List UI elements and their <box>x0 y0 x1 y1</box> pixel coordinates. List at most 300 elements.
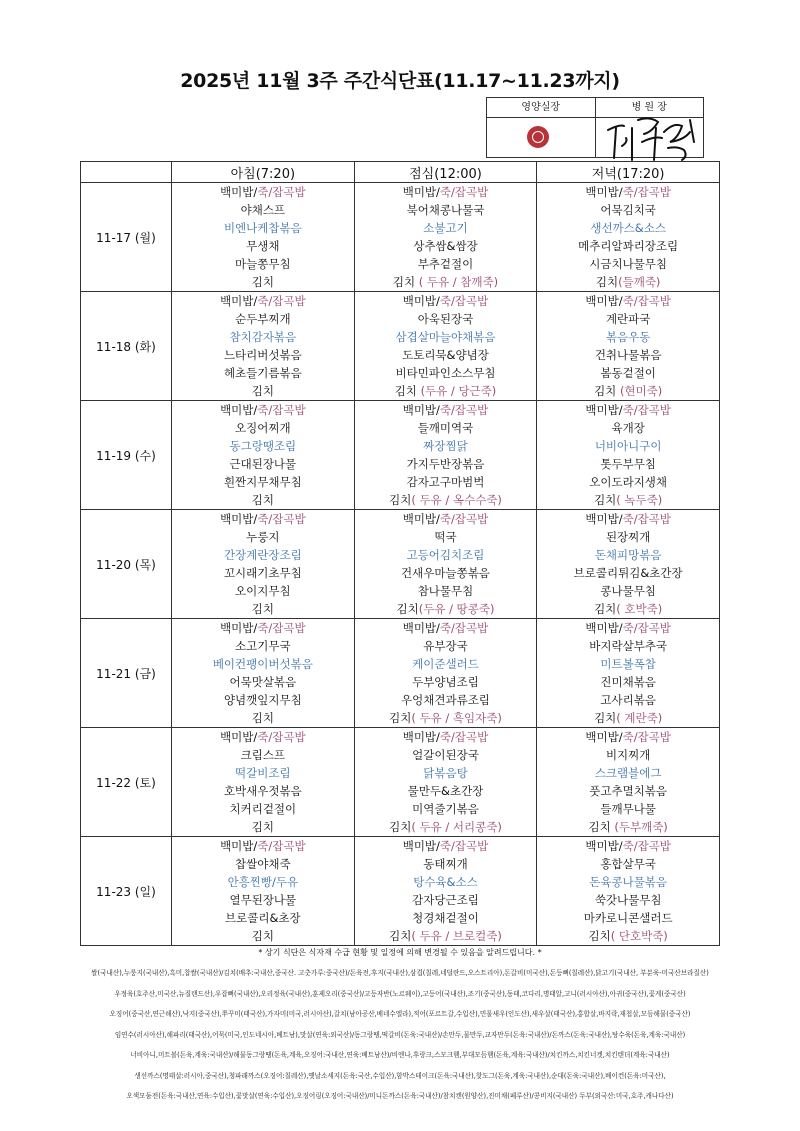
menu-item <box>355 818 537 836</box>
day-row <box>81 183 720 292</box>
menu-item <box>172 401 354 419</box>
menu-item <box>355 292 537 310</box>
menu-item-text: 김치 <box>594 493 617 507</box>
menu-item <box>537 419 719 437</box>
main-dish-text: 탕수육&소스 <box>413 875 478 889</box>
menu-item <box>537 273 719 291</box>
menu-item-text: 야채스프 <box>240 203 286 217</box>
menu-item <box>537 891 719 909</box>
menu-item <box>537 655 719 673</box>
menu-item-text: 호박새우젓볶음 <box>223 784 302 798</box>
menu-item <box>172 255 354 273</box>
alt-option-text: 죽/잡곡밥 <box>622 403 671 417</box>
menu-item-text: 백미밥/ <box>402 730 440 744</box>
col-header-breakfast: 아침(7:20) <box>172 162 355 183</box>
menu-item <box>537 909 719 927</box>
alt-option-text: 죽/잡곡밥 <box>257 621 306 635</box>
alt-option-text: ( 단호박죽) <box>610 929 668 943</box>
alt-option-text: 죽/잡곡밥 <box>257 512 306 526</box>
menu-item <box>355 346 537 364</box>
menu-item <box>537 746 719 764</box>
menu-item-text: 얼갈이된장국 <box>412 748 479 762</box>
menu-item <box>537 183 719 201</box>
menu-item <box>537 382 719 400</box>
day-label: 11-17 (월) <box>81 183 172 292</box>
menu-item <box>355 855 537 873</box>
menu-item <box>172 818 354 836</box>
menu-item <box>355 328 537 346</box>
menu-item <box>172 183 354 201</box>
day-row <box>81 619 720 728</box>
menu-item-text: 가지두반장볶음 <box>406 457 485 471</box>
menu-item-text: 들깨미역국 <box>417 421 474 435</box>
alt-option-text: 죽/잡곡밥 <box>622 512 671 526</box>
dinner-cell <box>537 619 720 728</box>
menu-item-text: 감자당근조림 <box>412 893 479 907</box>
menu-item-text: 김치 <box>389 820 412 834</box>
alt-option-text: (두유 / 당근죽) <box>420 384 497 398</box>
menu-item-text: 찹쌀야채죽 <box>235 857 291 871</box>
director-signature-cell <box>596 118 704 157</box>
menu-item <box>355 491 537 509</box>
menu-item <box>537 219 719 237</box>
menu-item-text: 백미밥/ <box>585 294 623 308</box>
main-dish-text: 소불고기 <box>423 221 468 235</box>
approval-box <box>486 97 704 158</box>
alt-option-text: 죽/잡곡밥 <box>439 512 489 526</box>
menu-item <box>537 873 719 891</box>
menu-item <box>355 619 537 637</box>
menu-item <box>355 382 537 400</box>
menu-item <box>172 619 354 637</box>
menu-item-text: 쑥갓나물무침 <box>594 893 662 907</box>
menu-item <box>172 855 354 873</box>
menu-item-text: 들깨무나물 <box>600 802 656 816</box>
menu-item <box>355 183 537 201</box>
menu-item <box>537 855 719 873</box>
page-title: 2025년 11월 3주 주간식단표(11.17~11.23까지) <box>180 70 620 92</box>
menu-item-text: 백미밥/ <box>220 185 258 199</box>
corner-cell <box>81 162 172 183</box>
main-dish-text: 참치감자볶음 <box>229 330 297 344</box>
menu-item-text: 바지락살부추국 <box>589 639 668 653</box>
menu-item-text: 떡국 <box>434 530 457 544</box>
menu-item-text: 백미밥/ <box>220 730 258 744</box>
menu-item-text: 백미밥/ <box>585 839 623 853</box>
menu-item <box>537 401 719 419</box>
alt-option-text: 죽/잡곡밥 <box>439 730 489 744</box>
menu-item-text: 김치 <box>251 602 274 616</box>
menu-item <box>537 818 719 836</box>
menu-item <box>537 619 719 637</box>
menu-item-text: 어묵맛살볶음 <box>229 675 297 689</box>
day-row <box>81 401 720 510</box>
menu-item <box>172 328 354 346</box>
menu-item <box>172 419 354 437</box>
day-label: 11-22 (토) <box>81 728 172 837</box>
menu-item <box>172 510 354 528</box>
menu-item <box>537 528 719 546</box>
menu-item <box>537 582 719 600</box>
breakfast-cell <box>172 837 355 946</box>
dinner-cell <box>537 292 720 401</box>
menu-item-text: 육개장 <box>611 421 645 435</box>
alt-option-text: 죽/잡곡밥 <box>622 294 671 308</box>
main-dish-text: 동그랑땡조림 <box>229 439 297 453</box>
lunch-cell <box>354 619 537 728</box>
menu-item <box>537 237 719 255</box>
menu-item <box>172 546 354 564</box>
main-dish-text: 비엔나케찹볶음 <box>223 221 302 235</box>
menu-item-text: 부추겉절이 <box>417 257 474 271</box>
menu-item-text: 도토리묵&양념장 <box>402 348 489 362</box>
menu-item <box>355 728 537 746</box>
menu-item-text: 물만두&초간장 <box>407 784 484 798</box>
menu-item-text: 순두부찌개 <box>235 312 291 326</box>
menu-item <box>172 909 354 927</box>
menu-item-text: 백미밥/ <box>220 839 258 853</box>
menu-item <box>355 655 537 673</box>
main-dish-text: 생선까스&소스 <box>590 221 666 235</box>
menu-item <box>355 528 537 546</box>
col-header-lunch: 점심(12:00) <box>354 162 537 183</box>
menu-item-text: 오징어찌개 <box>235 421 291 435</box>
main-dish-text: 케이준샐러드 <box>412 657 479 671</box>
origin-line: 쌀(국내산),누룽지(국내산),흑미,찹쌀(국내산)/김치(배추:국내산,중국산. 고춧가루:중국산)/돈육전,후지(국내산),삼겹(칠레,네덜란드,오스트리아),돈갈비(미국산),돈등뼈(칠레산),닭고기(국내산, 부분육-미국산브라질산) <box>91 969 709 977</box>
approval-director-label: 병 원 장 <box>631 102 667 113</box>
menu-item <box>355 310 537 328</box>
alt-option-text: ( 두유 / 옥수수죽) <box>411 493 502 507</box>
menu-item <box>537 691 719 709</box>
origin-line: 오징어(중국산,연근해산),낙지(중국산),쭈꾸미(태국산),가자미(미국,러시아산),갈치(남아공산,베네수엘라),적어(포르트갈,수입산),민물새우(인도산),새우살(태국산),홍합살,바지락,재첩살,모듬해물(중국산) <box>109 1010 691 1018</box>
menu-item <box>537 837 719 855</box>
menu-item-text: 비지찌개 <box>605 748 651 762</box>
alt-option-text: (현미죽) <box>619 384 663 398</box>
menu-item <box>537 364 719 382</box>
main-dish-text: 고등어김치조림 <box>406 548 485 562</box>
alt-option-text: 죽/잡곡밥 <box>257 730 306 744</box>
menu-item <box>355 764 537 782</box>
menu-item <box>355 546 537 564</box>
menu-item-text: 된장찌개 <box>605 530 651 544</box>
dietitian-stamp-cell <box>487 118 596 157</box>
menu-item <box>537 292 719 310</box>
menu-item <box>355 637 537 655</box>
menu-item <box>537 782 719 800</box>
menu-item <box>537 709 719 727</box>
menu-item-text: 미역줄기볶음 <box>412 802 479 816</box>
menu-item <box>355 510 537 528</box>
menu-item-text: 백미밥/ <box>220 512 258 526</box>
lunch-cell <box>354 728 537 837</box>
menu-item-text: 백미밥/ <box>585 730 623 744</box>
lunch-cell <box>354 401 537 510</box>
main-dish-text: 베이컨팽이버섯볶음 <box>212 657 313 671</box>
day-label: 11-21 (금) <box>81 619 172 728</box>
day-row <box>81 728 720 837</box>
alt-option-text: ( 두유 / 참깨죽) <box>418 275 499 289</box>
day-row <box>81 837 720 946</box>
menu-item-text: 백미밥/ <box>402 621 440 635</box>
dinner-cell <box>537 837 720 946</box>
menu-item <box>172 873 354 891</box>
approval-dietitian-label: 영양실장 <box>487 98 596 117</box>
menu-item <box>172 382 354 400</box>
menu-item <box>172 237 354 255</box>
menu-item <box>172 201 354 219</box>
menu-item-text: 건새우마늘쫑볶음 <box>401 566 490 580</box>
menu-item <box>172 637 354 655</box>
main-dish-text: 스크램블에그 <box>594 766 662 780</box>
menu-item-text: 비타민파인소스무침 <box>395 366 496 380</box>
menu-item <box>172 691 354 709</box>
menu-item-text: 김치 <box>251 493 274 507</box>
menu-item <box>355 782 537 800</box>
lunch-cell <box>354 292 537 401</box>
alt-option-text: 죽/잡곡밥 <box>622 730 671 744</box>
menu-item <box>355 891 537 909</box>
menu-item <box>537 328 719 346</box>
menu-item-text: 풋고추멸치볶음 <box>589 784 668 798</box>
alt-option-text: 죽/잡곡밥 <box>257 185 306 199</box>
menu-item-text: 백미밥/ <box>585 403 623 417</box>
day-label: 11-23 (일) <box>81 837 172 946</box>
breakfast-cell <box>172 183 355 292</box>
lunch-cell <box>354 510 537 619</box>
origin-line: 오색모둠전(돈육:국내산,연육:수입산),꽃맛살(연육:수입산),오징어링(오징어:국내산)/미니돈까스(돈육:국내산)/참치캔(원양산),진미채(페루산)/콩비지(국내산) 두부(외국산:미국,호주,캐나다산) <box>126 1092 674 1100</box>
day-label: 11-20 (목) <box>81 510 172 619</box>
menu-item <box>172 564 354 582</box>
dinner-cell <box>537 183 720 292</box>
menu-item <box>172 782 354 800</box>
menu-item-text: 감자고구마범벅 <box>406 475 485 489</box>
menu-item <box>537 546 719 564</box>
menu-item-text: 김치 <box>251 275 274 289</box>
day-row <box>81 292 720 401</box>
alt-option-text: 죽/잡곡밥 <box>622 621 671 635</box>
menu-item-text: 백미밥/ <box>402 839 440 853</box>
menu-item-text: 오이지무침 <box>235 584 291 598</box>
menu-item-text: 김치 <box>251 820 274 834</box>
menu-item <box>172 764 354 782</box>
menu-item <box>172 746 354 764</box>
menu-item <box>537 600 719 618</box>
weekly-menu-table <box>80 161 720 946</box>
dinner-cell <box>537 510 720 619</box>
menu-item-text: 김치 <box>251 711 274 725</box>
main-dish-text: 미트볼폭찹 <box>600 657 656 671</box>
menu-item-text: 김치 <box>595 275 619 289</box>
menu-item <box>537 637 719 655</box>
alt-option-text: ( 두유 / 흑임자죽) <box>411 711 502 725</box>
main-dish-text: 너비아니구이 <box>594 439 662 453</box>
menu-item-text: 동태찌개 <box>423 857 468 871</box>
alt-option-text: ( 녹두죽) <box>616 493 663 507</box>
menu-item-text: 김치 <box>394 384 421 398</box>
alt-option-text: (두부깨죽) <box>614 820 668 834</box>
alt-option-text: 죽/잡곡밥 <box>439 185 489 199</box>
alt-option-text: 죽/잡곡밥 <box>439 294 489 308</box>
menu-item-text: 건취나물볶음 <box>594 348 662 362</box>
menu-item-text: 백미밥/ <box>585 512 623 526</box>
menu-item <box>537 201 719 219</box>
menu-item-text: 헤초들기름볶음 <box>223 366 302 380</box>
menu-item <box>355 709 537 727</box>
menu-item <box>537 564 719 582</box>
menu-item-text: 메추리알꽈리장조림 <box>578 239 679 253</box>
menu-item <box>537 927 719 945</box>
menu-item <box>172 346 354 364</box>
menu-item <box>172 528 354 546</box>
menu-item <box>172 310 354 328</box>
menu-item <box>172 473 354 491</box>
menu-item-text: 치커리겉절이 <box>229 802 297 816</box>
menu-item-text: 김치 <box>251 384 274 398</box>
menu-item-text: 북어채콩나물국 <box>406 203 485 217</box>
menu-item-text: 백미밥/ <box>402 294 440 308</box>
menu-item-text: 봄동겉절이 <box>600 366 656 380</box>
breakfast-cell <box>172 401 355 510</box>
main-dish-text: 떡갈비조림 <box>235 766 291 780</box>
menu-item-text: 느타리버섯볶음 <box>223 348 302 362</box>
menu-item-text: 백미밥/ <box>585 185 623 199</box>
menu-item <box>537 510 719 528</box>
alt-option-text: 죽/잡곡밥 <box>622 185 671 199</box>
menu-item <box>172 455 354 473</box>
menu-item <box>355 837 537 855</box>
menu-item-text: 콩나물무침 <box>600 584 656 598</box>
main-dish-text: 돈육콩나물볶음 <box>589 875 668 889</box>
menu-item-text: 무생채 <box>246 239 280 253</box>
menu-item <box>355 582 537 600</box>
menu-item <box>355 255 537 273</box>
menu-item <box>172 273 354 291</box>
menu-item <box>355 473 537 491</box>
menu-item-text: 백미밥/ <box>585 621 623 635</box>
menu-item <box>355 273 537 291</box>
alt-option-text: ( 두유 / 브로컬죽) <box>411 929 502 943</box>
menu-item <box>172 728 354 746</box>
breakfast-cell <box>172 510 355 619</box>
menu-item-text: 두부양념조림 <box>412 675 479 689</box>
dinner-cell <box>537 401 720 510</box>
breakfast-cell <box>172 619 355 728</box>
menu-item-text: 참나물무침 <box>417 584 474 598</box>
menu-item <box>537 764 719 782</box>
menu-item <box>355 873 537 891</box>
menu-item-text: 양념깻잎지무침 <box>223 693 302 707</box>
menu-item <box>355 401 537 419</box>
menu-item-text: 브로콜리&초장 <box>225 911 301 925</box>
menu-item-text: 홍합살무국 <box>600 857 656 871</box>
menu-item-text: 백미밥/ <box>220 621 258 635</box>
menu-item-text: 브로콜리튀김&초간장 <box>573 566 683 580</box>
menu-item-text: 아욱된장국 <box>417 312 474 326</box>
alt-option-text: 죽/잡곡밥 <box>257 294 306 308</box>
menu-item <box>172 655 354 673</box>
menu-item <box>172 837 354 855</box>
menu-item-text: 흰짠지무채무침 <box>223 475 302 489</box>
menu-item-text: 우엉채견과류조림 <box>401 693 490 707</box>
menu-item-text: 김치 <box>389 929 412 943</box>
alt-option-text: 죽/잡곡밥 <box>439 621 489 635</box>
menu-item-text: 김치 <box>396 602 419 616</box>
menu-item <box>537 491 719 509</box>
lunch-cell <box>354 837 537 946</box>
menu-item-text: 김치 <box>588 820 615 834</box>
menu-item <box>355 201 537 219</box>
menu-item <box>537 437 719 455</box>
menu-item <box>172 437 354 455</box>
menu-item <box>355 909 537 927</box>
menu-item-text: 계란파국 <box>605 312 651 326</box>
col-header-dinner: 저녁(17:20) <box>537 162 720 183</box>
menu-item-text: 상추쌈&쌈장 <box>413 239 478 253</box>
day-label: 11-18 (화) <box>81 292 172 401</box>
menu-item <box>172 673 354 691</box>
origin-line: 생선까스(명태살:러시아,중국산),청파래까스(오징어:칠레산),옛날소세지(돈육:국산,수입산),함박스테이크(돈육:국내산),핫도그(돈육,계육:국내산),순대(돈육:국내산),베이컨(돈육:미국산), <box>134 1071 666 1080</box>
menu-item <box>172 891 354 909</box>
origin-line: 우정육(호주산,미국산,뉴질랜드산),우잡뼈(국내산),오리정육(국내산),훈제오리(중국산)/고등자반(노르웨이),고등어(국내산),조기(중국산),동태,코다리,명태알,고니(러시아산),아귀(중국산),꽃게(중국산) <box>114 989 686 998</box>
menu-item <box>537 455 719 473</box>
menu-item <box>355 219 537 237</box>
menu-item <box>537 255 719 273</box>
menu-item <box>355 237 537 255</box>
menu-item-text: 김치 <box>389 493 412 507</box>
alt-option-text: 죽/잡곡밥 <box>257 839 306 853</box>
menu-item <box>537 473 719 491</box>
menu-item-text: 청경채겉절이 <box>412 911 479 925</box>
menu-item <box>537 800 719 818</box>
menu-item-text: 백미밥/ <box>220 294 258 308</box>
alt-option-text: 죽/잡곡밥 <box>439 839 489 853</box>
menu-item-text: 마늘쫑무침 <box>235 257 291 271</box>
main-dish-text: 짜장찜닭 <box>423 439 468 453</box>
notice-text: * 상기 식단은 식자재 수급 현황 및 일정에 의해 변경될 수 있음을 알려드립니다. * <box>258 948 542 957</box>
menu-item <box>355 437 537 455</box>
menu-item <box>355 600 537 618</box>
menu-item <box>537 728 719 746</box>
menu-item <box>355 927 537 945</box>
menu-item-text: 열무된장나물 <box>229 893 297 907</box>
menu-item-text: 어묵김치국 <box>600 203 656 217</box>
alt-option-text: 죽/잡곡밥 <box>439 403 489 417</box>
menu-item <box>537 673 719 691</box>
menu-item-text: 김치 <box>389 711 412 725</box>
menu-item <box>355 673 537 691</box>
menu-item-text: 꼬시래기초무침 <box>223 566 302 580</box>
header-row <box>81 162 720 183</box>
menu-item-text: 김치 <box>588 929 611 943</box>
menu-item <box>172 491 354 509</box>
signature-icon <box>598 102 708 164</box>
menu-item <box>172 800 354 818</box>
main-dish-text: 돈채피망볶음 <box>594 548 662 562</box>
menu-item-text: 백미밥/ <box>402 512 440 526</box>
day-row <box>81 510 720 619</box>
menu-item-text: 김치 <box>594 711 617 725</box>
menu-item-text: 마카로니콘샐러드 <box>583 911 673 925</box>
origin-line: 임연수(러시아산),해파리(태국산),어묵(미국,인도네시아,베트남),맛살(연육:외국산)/동그랑땡,떡갈비(돈육:국내산)/손만두,물만두,교자만두(돈육:국내산)/돈까스(돈육:국내산),탕수육(돈육,계육:국내산) <box>114 1030 686 1039</box>
menu-item-text: 백미밥/ <box>220 403 258 417</box>
menu-item-text: 김치 <box>251 929 274 943</box>
menu-item <box>172 364 354 382</box>
menu-item-text: 고사리볶음 <box>600 693 656 707</box>
menu-item <box>355 746 537 764</box>
menu-item <box>355 419 537 437</box>
menu-item <box>172 219 354 237</box>
menu-item-text: 근대된장나물 <box>229 457 297 471</box>
